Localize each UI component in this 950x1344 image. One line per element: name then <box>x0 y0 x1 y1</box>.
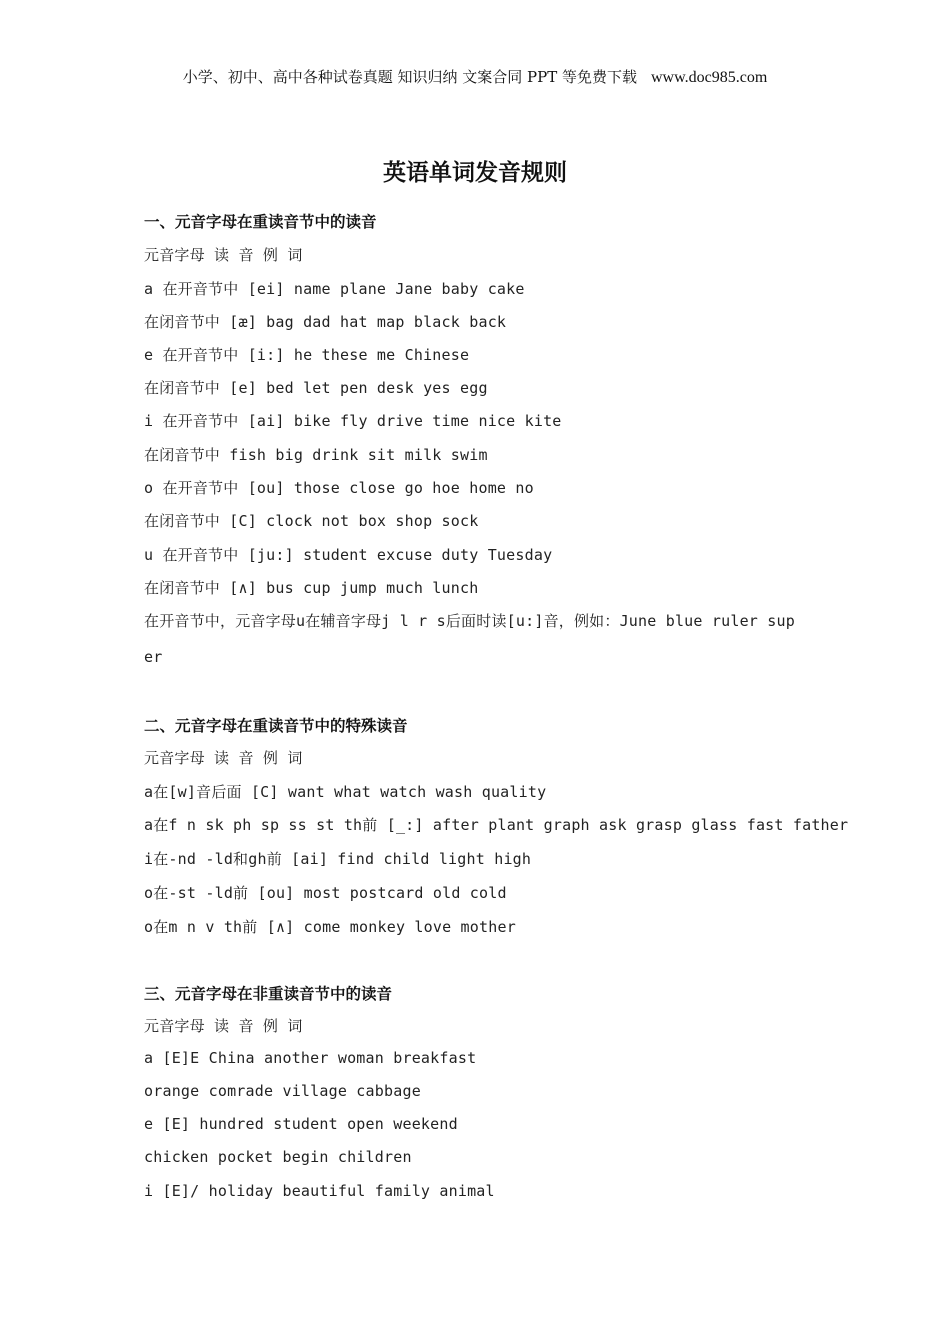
section1-line: e 在开音节中 [i:] he these me Chinese <box>144 346 470 364</box>
section1-line: 在闭音节中 fish big drink sit milk swim <box>144 446 488 464</box>
section1-line: 在闭音节中 [e] bed let pen desk yes egg <box>144 379 488 397</box>
section1-line: 在闭音节中 [C] clock not box shop sock <box>144 512 479 530</box>
section3-line: e [E] hundred student open weekend <box>144 1115 458 1133</box>
section1-line: 元音字母 读 音 例 词 <box>144 246 303 264</box>
section2-line: 元音字母 读 音 例 词 <box>144 749 303 767</box>
section3-line: a [E]E China another woman breakfast <box>144 1049 477 1067</box>
document-title: 英语单词发音规则 <box>383 160 567 186</box>
section2-line: o在m n v th前 [∧] come monkey love mother <box>144 918 516 936</box>
section1-line: 在闭音节中 [∧] bus cup jump much lunch <box>144 579 479 597</box>
section1-heading: 一、元音字母在重读音节中的读音 <box>144 213 377 231</box>
section1-line: a 在开音节中 [ei] name plane Jane baby cake <box>144 280 525 298</box>
section2-line: o在-st -ld前 [ou] most postcard old cold <box>144 884 507 902</box>
header-site: www.doc985.com <box>650 69 768 86</box>
section3-line: chicken pocket begin children <box>144 1148 412 1166</box>
page-header <box>0 66 950 87</box>
section2-heading: 二、元音字母在重读音节中的特殊读音 <box>144 717 408 735</box>
section3-line: i [E]/ holiday beautiful family animal <box>144 1182 495 1200</box>
section1-line: o 在开音节中 [ou] those close go hoe home no <box>144 479 534 497</box>
section2-line: a在[w]音后面 [C] want what watch wash quality <box>144 783 547 801</box>
section1-line: 在开音节中，元音字母u在辅音字母j l r s后面时读[u:]音，例如：June blue ruler sup <box>144 612 795 630</box>
header-text: 小学、初中、高中各种试卷真题 知识归纳 文案合同 PPT 等免费下载 <box>182 68 637 86</box>
section3-heading: 三、元音字母在非重读音节中的读音 <box>144 985 393 1003</box>
section1-line: er <box>144 648 163 666</box>
section1-line: u 在开音节中 [ju:] student excuse duty Tuesday <box>144 546 553 564</box>
section2-line: i在-nd -ld和gh前 [ai] find child light high <box>144 850 532 868</box>
section2-line: a在f n sk ph sp ss st th前 [_:] after plant graph ask grasp glass fast father <box>144 816 849 834</box>
section1-line: 在闭音节中 [æ] bag dad hat map black back <box>144 313 507 331</box>
section3-line: orange comrade village cabbage <box>144 1082 421 1100</box>
section3-line: 元音字母 读 音 例 词 <box>144 1017 303 1035</box>
section1-line: i 在开音节中 [ai] bike fly drive time nice kite <box>144 412 562 430</box>
